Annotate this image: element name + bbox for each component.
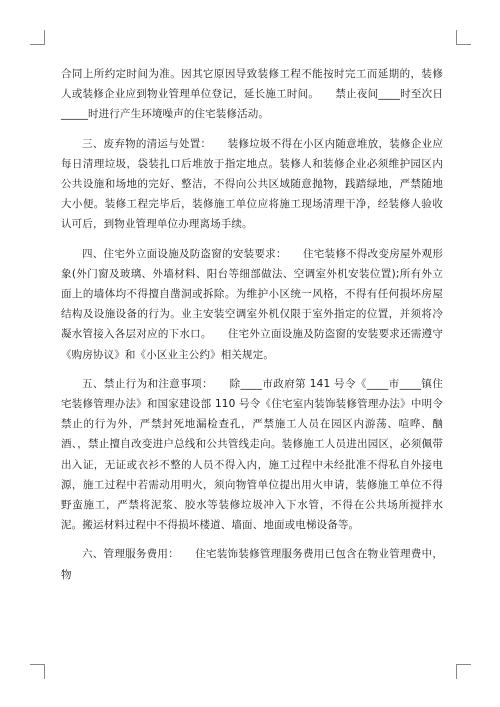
crop-mark-top-left: [30, 30, 45, 45]
crop-mark-top-right: [456, 30, 471, 45]
crop-mark-bottom-left: [30, 664, 45, 679]
paragraph-service-fees: 六、管理服务费用： 住宅装饰装修管理服务费用已包含在物业管理费中，物: [61, 548, 443, 581]
crop-mark-bottom-right: [456, 664, 471, 679]
paragraph-continued: 合同上所约定时间为准。因其它原因导致装修工程不能按时完工而延期的，装修人或装修企业应到物业管理单位登记，延长施工时间。 禁止夜间____时至次日_____时进行产生环境噪声的住宅装修活动。: [61, 68, 443, 121]
paragraph-facade-requirements: 四、住宅外立面设施及防盗窗的安装要求： 住宅装修不得改变房屋外观形象(外门窗及玻璃、外墙材料、阳台等细部做法、空调室外机安装位置);所有外立面上的墙体均不得擅自凿洞或拆除。为维护小区统一风格，不得有任何损坏房屋结构及设施设备的行为。业主安装空调室外机仅限于室外指定的位置，并须将冷凝水管接入各层对应的下水口。 住宅外立面设施及防盗窗的安装要求还需遵守《购房协议》和《小区业主公约》相关规定。: [61, 247, 443, 361]
document-body: [61, 64, 443, 594]
paragraph-waste-disposal: 三、废弃物的清运与处置： 装修垃圾不得在小区内随意堆放，装修企业应每日清理垃圾，袋装扎口后堆放于指定地点。装修人和装修企业必须维护园区内公共设施和场地的完好、整洁，不得向公共区域随意抛物，践踏绿地，严禁随地大小便。装修工程完毕后，装修施工单位应将施工现场清理干净，经装修人验收认可后，到物业管理单位办理离场手续。: [61, 137, 443, 231]
paragraph-prohibited-acts: 五、禁止行为和注意事项： 除____市政府第 141 号令《____市____镇住宅装修管理办法》和国家建设部 110 号令《住宅室内装饰装修管理办法》中明令禁止的行为外，严禁封死地漏检查孔，严禁施工人员在园区内游荡、喧哗、酗酒、，禁止擅自改变进户总线和公共管线走向。装修施工人员进出园区，必须佩带出入证，无证或衣衫不整的人员不得入内，施工过程中未经批准不得私自外接电源，施工过程中若需动用明火，须向物管单位提出用火申请，装修施工单位不得野蛮施工，严禁将泥浆、胶水等装修垃圾冲入下水管，不得在公共场所搅拌水泥。搬运材料过程中不得损坏楼道、墙面、地面或电梯设备等。: [61, 377, 443, 532]
